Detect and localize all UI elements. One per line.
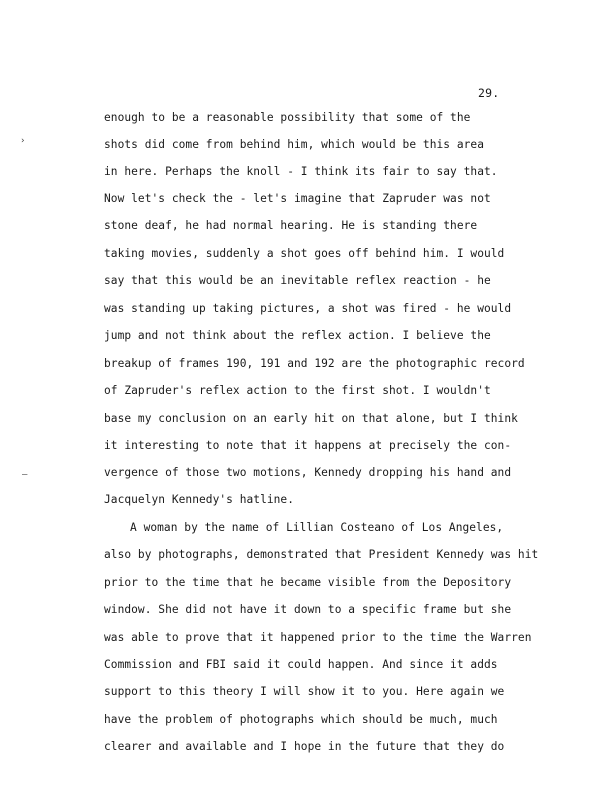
text-line: in here. Perhaps the knoll - I think its fair to say that. — [104, 165, 498, 178]
text-line: window. She did not have it down to a specific frame but she — [104, 603, 512, 616]
text-line: vergence of those two motions, Kennedy dropping his hand and — [104, 466, 512, 479]
text-line: have the problem of photographs which should be much, much — [104, 713, 498, 726]
text-line: Commission and FBI said it could happen. And since it adds — [104, 658, 498, 671]
text-line: prior to the time that he became visible from the Depository — [104, 576, 512, 589]
text-line: clearer and available and I hope in the future that they do — [104, 740, 505, 753]
margin-mark: – — [22, 470, 28, 480]
text-line: Now let's check the - let's imagine that Zapruder was not — [104, 192, 491, 205]
text-line: say that this would be an inevitable reflex reaction - he — [104, 274, 491, 287]
text-line: was able to prove that it happened prior to the time the Warren — [104, 631, 532, 644]
page-number: 29. — [478, 86, 500, 100]
text-line: Jacquelyn Kennedy's hatline. — [104, 493, 294, 506]
text-line: of Zapruder's reflex action to the first shot. I wouldn't — [104, 384, 491, 397]
margin-mark: › — [20, 136, 26, 146]
text-line: taking movies, suddenly a shot goes off behind him. I would — [104, 247, 505, 260]
text-line: A woman by the name of Lillian Costeano of Los Angeles, — [130, 521, 504, 534]
text-line: breakup of frames 190, 191 and 192 are the photographic record — [104, 357, 525, 370]
text-line: jump and not think about the reflex action. I believe the — [104, 329, 491, 342]
text-line: also by photographs, demonstrated that President Kennedy was hit — [104, 548, 539, 561]
text-line: shots did come from behind him, which would be this area — [104, 138, 484, 151]
text-line: was standing up taking pictures, a shot was fired - he would — [104, 302, 512, 315]
text-line: it interesting to note that it happens at precisely the con- — [104, 439, 512, 452]
text-line: enough to be a reasonable possibility that some of the — [104, 111, 471, 124]
text-line: base my conclusion on an early hit on that alone, but I think — [104, 412, 518, 425]
text-line: stone deaf, he had normal hearing. He is standing there — [104, 219, 478, 232]
text-line: support to this theory I will show it to you. Here again we — [104, 685, 505, 698]
